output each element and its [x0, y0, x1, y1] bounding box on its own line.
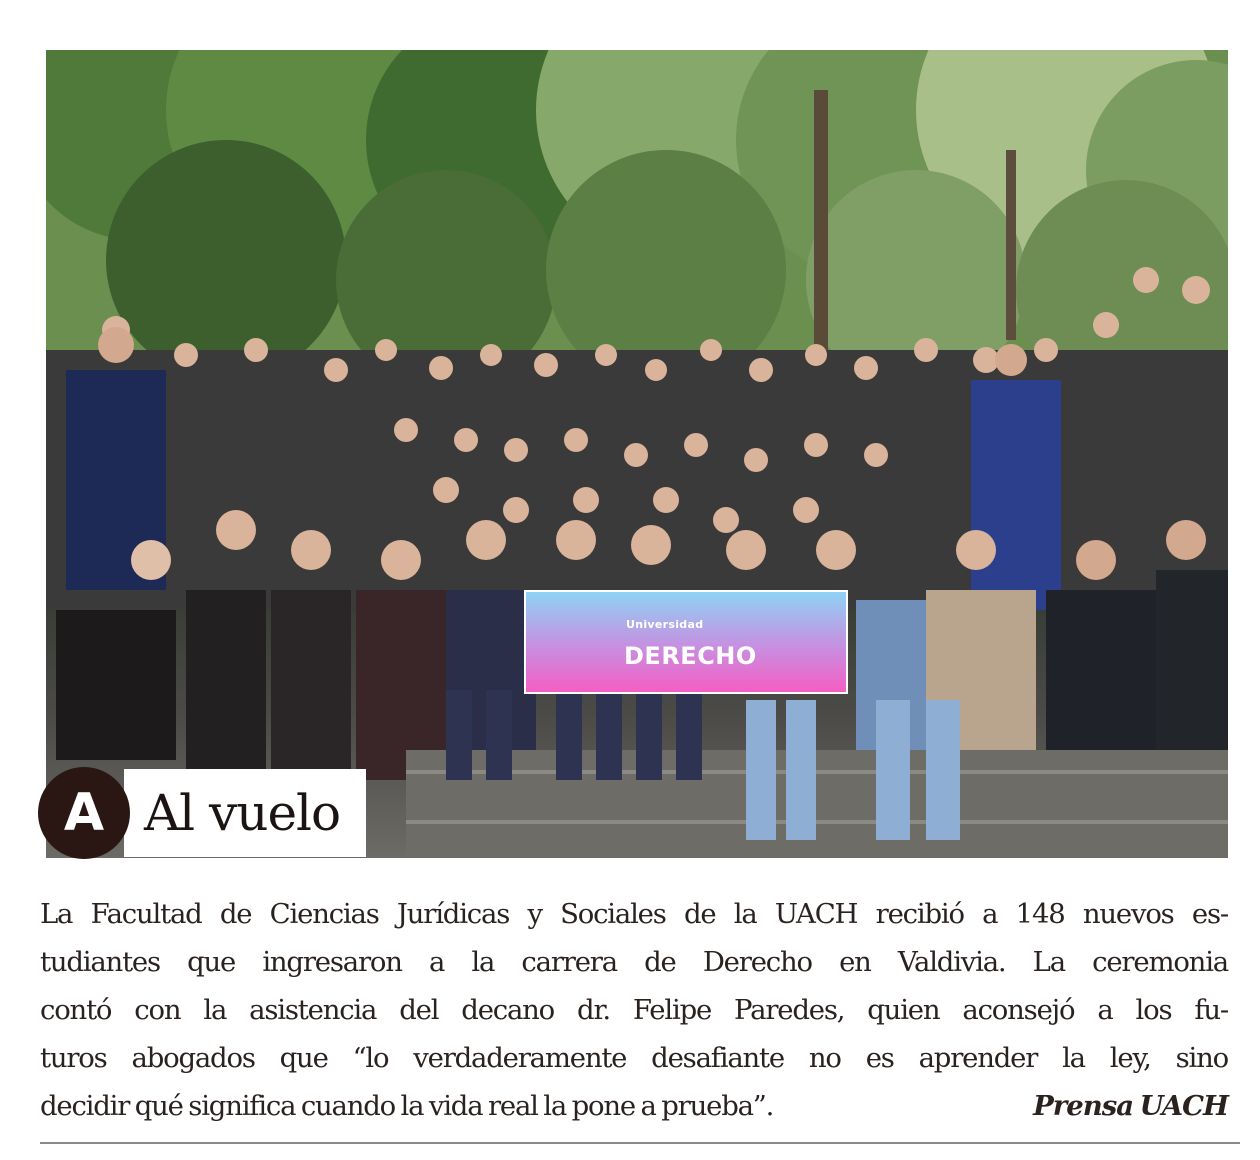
- sign-derecho-text: DERECHO: [624, 642, 757, 670]
- sign-university-text: Universidad: [626, 618, 704, 631]
- caption-line-final-text: decidir qué significa cuando la vida real la pone a prueba”.: [40, 1090, 774, 1122]
- photo-credit: Prensa UACH: [1033, 1090, 1228, 1122]
- caption-line: La Facultad de Ciencias Jurídicas y Sociales de la UACH recibió a 148 nuevos es-: [40, 898, 1228, 930]
- photo-illustration: [46, 50, 1228, 858]
- derecho-sign: [524, 590, 848, 694]
- group-photo: [46, 50, 1228, 858]
- photo-caption: [40, 890, 1228, 1130]
- caption-line: turos abogados que “lo verdaderamente desafiante no es aprender la ley, sino: [40, 1042, 1228, 1074]
- section-letter-badge: A: [38, 767, 130, 859]
- section-title: Al vuelo: [124, 769, 366, 857]
- caption-last-line: [40, 1082, 1228, 1130]
- bottom-divider: [40, 1142, 1240, 1144]
- caption-line: tudiantes que ingresaron a la carrera de Derecho en Valdivia. La ceremonia: [40, 946, 1228, 978]
- caption-line: contó con la asistencia del decano dr. Felipe Paredes, quien aconsejó a los fu-: [40, 994, 1228, 1026]
- section-header: [38, 768, 366, 858]
